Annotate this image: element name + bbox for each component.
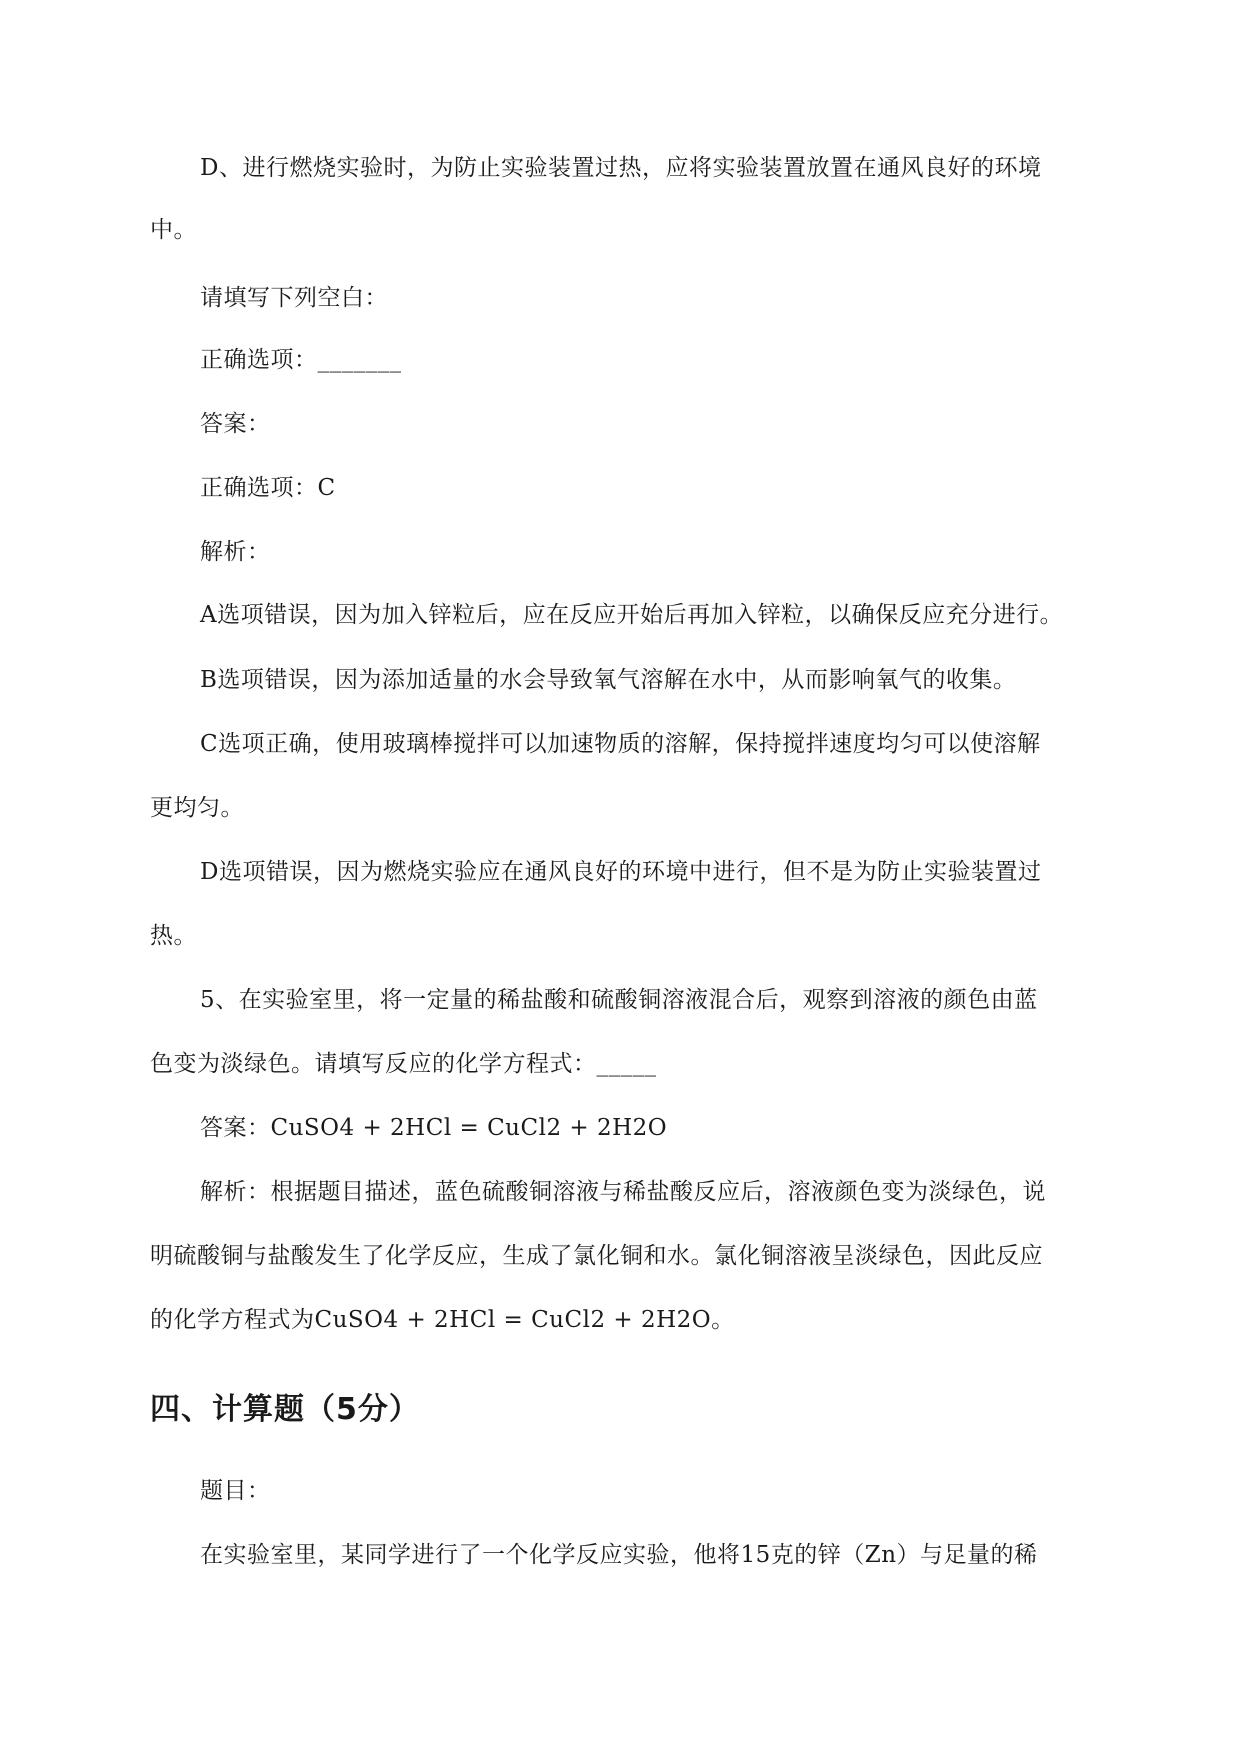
option-d-text-cont: 中。 xyxy=(150,217,197,243)
analysis-label: 解析： xyxy=(200,539,271,565)
correct-option-blank: 正确选项：_______ xyxy=(200,347,402,373)
question-5: 5、在实验室里，将一定量的稀盐酸和硫酸铜溶液混合后，观察到溶液的颜色由蓝 xyxy=(200,987,1038,1013)
fill-blank-instruction: 请填写下列空白： xyxy=(200,285,388,311)
answer-label: 答案： xyxy=(200,411,271,437)
question-5-cont: 色变为淡绿色。请填写反应的化学方程式：_____ xyxy=(150,1051,657,1077)
analysis-option-c-cont: 更均匀。 xyxy=(150,795,244,821)
problem-text: 在实验室里，某同学进行了一个化学反应实验，他将15克的锌（Zn）与足量的稀 xyxy=(200,1542,1038,1568)
analysis-option-c: C选项正确，使用玻璃棒搅拌可以加速物质的溶解，保持搅拌速度均匀可以使溶解 xyxy=(200,731,1041,757)
problem-label: 题目： xyxy=(200,1478,271,1504)
question-5-analysis-cont-1: 明硫酸铜与盐酸发生了化学反应，生成了氯化铜和水。氯化铜溶液呈淡绿色，因此反应 xyxy=(150,1243,1043,1269)
option-d-text: D、进行燃烧实验时，为防止实验装置过热，应将实验装置放置在通风良好的环境 xyxy=(200,155,1042,181)
analysis-option-a: A选项错误，因为加入锌粒后，应在反应开始后再加入锌粒，以确保反应充分进行。 xyxy=(200,602,1064,628)
analysis-option-d: D选项错误，因为燃烧实验应在通风良好的环境中进行，但不是为防止实验装置过 xyxy=(200,859,1042,885)
correct-option-answer: 正确选项：C xyxy=(200,475,336,501)
question-5-analysis: 解析：根据题目描述，蓝色硫酸铜溶液与稀盐酸反应后，溶液颜色变为淡绿色，说 xyxy=(200,1179,1046,1205)
analysis-option-b: B选项错误，因为添加适量的水会导致氧气溶解在水中，从而影响氧气的收集。 xyxy=(200,667,1017,693)
question-5-answer: 答案：CuSO4 + 2HCl = CuCl2 + 2H2O xyxy=(200,1115,668,1141)
question-5-analysis-cont-2: 的化学方程式为CuSO4 + 2HCl = CuCl2 + 2H2O。 xyxy=(150,1307,735,1333)
section-heading-calculation: 四、计算题（5分） xyxy=(150,1392,420,1427)
analysis-option-d-cont: 热。 xyxy=(150,923,197,949)
